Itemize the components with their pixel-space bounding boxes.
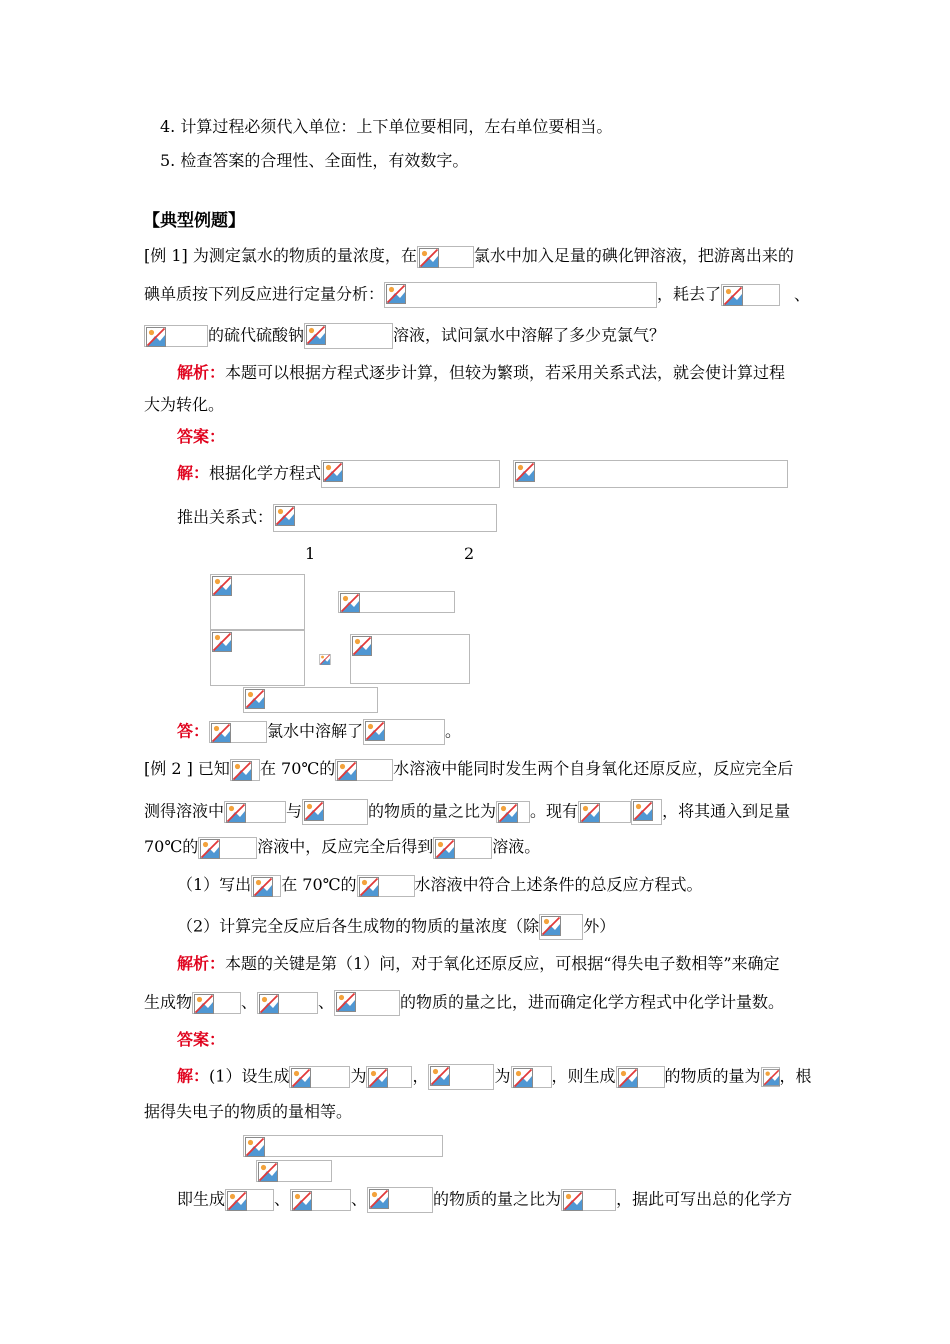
calc-image <box>318 654 334 666</box>
broken-image-icon <box>194 994 214 1014</box>
broken-image-icon <box>212 576 232 596</box>
calc-image <box>243 1135 443 1157</box>
broken-image-icon <box>563 1191 583 1211</box>
broken-image-icon <box>515 462 535 482</box>
broken-image-icon <box>336 992 356 1012</box>
ex2-question-1: （1）写出 在 70℃的 水溶液中符合上述条件的总反应方程式。 <box>177 874 703 897</box>
broken-image-icon <box>211 723 231 743</box>
broken-image-icon <box>368 1068 388 1088</box>
broken-image-icon <box>323 462 343 482</box>
broken-image-icon <box>292 1191 312 1211</box>
broken-image-icon <box>340 593 360 613</box>
formula-image <box>198 837 257 859</box>
ex2-solution-line-2: 据得失电子的物质的量相等。 <box>144 1102 353 1121</box>
formula-image <box>539 914 583 940</box>
ex1-line-3: 的硫代硫酸钠 溶液，试问氯水中溶解了多少克氯气？ <box>144 323 665 349</box>
ex1-solution-line: 解：根据化学方程式 <box>177 460 788 488</box>
relation-image <box>273 504 497 532</box>
broken-image-icon <box>232 761 252 781</box>
formula-image <box>335 759 393 781</box>
formula-image <box>363 719 445 745</box>
broken-image-icon <box>227 1191 247 1211</box>
coefficient-1: 1 <box>305 544 316 563</box>
ex2-line-3: 70℃的 溶液中，反应完全后得到 溶液。 <box>144 836 540 859</box>
ex1-analysis-line-2: 大为转化。 <box>144 395 225 414</box>
broken-image-icon <box>304 801 324 821</box>
formula-image <box>367 1187 433 1213</box>
broken-image-icon <box>291 1068 311 1088</box>
broken-image-icon <box>618 1068 638 1088</box>
formula-image <box>721 284 780 306</box>
broken-image-icon <box>259 994 279 1014</box>
formula-image <box>209 721 267 743</box>
ex2-line-2: 测得溶液中 与 的物质的量之比为 。现有 ，将其通入到足量 <box>144 799 790 825</box>
ex2-analysis-line-1: 解析：本题的关键是第（1）问，对于氧化还原反应，可根据“得失电子数相等”来确定 <box>177 954 780 973</box>
broken-image-icon <box>212 632 232 652</box>
broken-image-icon <box>352 636 372 656</box>
formula-image <box>384 282 657 308</box>
calc-image <box>350 634 470 684</box>
formula-image <box>302 799 368 825</box>
calc-image <box>210 630 305 686</box>
equation-image <box>321 460 500 488</box>
formula-image <box>417 246 474 268</box>
ex2-solution-line-3: 即生成 、 、 的物质的量之比为 ，据此可写出总的化学方 <box>177 1187 792 1213</box>
formula-image <box>578 801 631 823</box>
formula-image <box>761 1067 780 1087</box>
list-item-4: 4. 计算过程必须代入单位：上下单位要相同，左右单位要相当。 <box>160 117 613 136</box>
calc-image <box>243 687 378 713</box>
formula-image <box>334 990 400 1016</box>
broken-image-icon <box>419 248 439 268</box>
formula-image <box>289 1066 350 1088</box>
ex2-answer-label: 答案： <box>177 1030 226 1049</box>
ex2-line-1: [例 2 ] 已知 在 70℃的 水溶液中能同时发生两个自身氧化还原反应，反应完全后 <box>144 758 793 781</box>
broken-image-icon <box>435 839 455 859</box>
broken-image-icon <box>318 654 332 665</box>
broken-image-icon <box>253 877 273 897</box>
broken-image-icon <box>337 761 357 781</box>
formula-image <box>357 875 415 897</box>
formula-image <box>257 992 318 1014</box>
broken-image-icon <box>541 916 561 936</box>
formula-image <box>290 1189 351 1211</box>
ex1-line-2: 碘单质按下列反应进行定量分析： ，耗去了 、 <box>144 282 810 308</box>
formula-image <box>496 801 530 823</box>
section-heading: 【典型例题】 <box>143 211 245 231</box>
broken-image-icon <box>306 325 326 345</box>
broken-image-icon <box>369 1189 389 1209</box>
broken-image-icon <box>365 721 385 741</box>
broken-image-icon <box>146 327 166 347</box>
formula-image <box>631 799 662 825</box>
formula-image <box>224 801 286 823</box>
ex2-question-2: （2）计算完全反应后各生成物的物质的量浓度（除 外） <box>177 914 615 940</box>
broken-image-icon <box>359 877 379 897</box>
broken-image-icon <box>580 803 600 823</box>
calc-image <box>338 591 455 613</box>
broken-image-icon <box>386 284 406 304</box>
formula-image <box>230 759 260 781</box>
broken-image-icon <box>633 801 653 821</box>
ex1-line-1: [例 1] 为测定氯水的物质的量浓度，在 氯水中加入足量的碘化钾溶液，把游离出来的 <box>144 245 794 268</box>
formula-image <box>366 1066 412 1088</box>
broken-image-icon <box>513 1068 533 1088</box>
equation-image <box>513 460 788 488</box>
formula-image <box>225 1189 274 1211</box>
broken-image-icon <box>226 803 246 823</box>
formula-image <box>433 837 492 859</box>
ex2-analysis-line-2: 生成物 、 、 的物质的量之比，进而确定化学方程式中化学计量数。 <box>144 990 784 1016</box>
list-item-5: 5. 检查答案的合理性、全面性，有效数字。 <box>160 151 469 170</box>
calc-image <box>210 574 305 630</box>
ex1-analysis-line-1: 解析：本题可以根据方程式逐步计算，但较为繁琐，若采用关系式法，就会使计算过程 <box>177 363 786 382</box>
formula-image <box>561 1189 616 1211</box>
broken-image-icon <box>258 1162 278 1182</box>
formula-image <box>511 1066 552 1088</box>
coefficient-2: 2 <box>464 544 475 563</box>
broken-image-icon <box>245 689 265 709</box>
formula-image <box>304 323 393 349</box>
ex1-answer-label: 答案： <box>177 427 226 446</box>
broken-image-icon <box>498 803 518 823</box>
ex2-solution-line-1: 解：(1）设生成 为 ， 为 ，则生成 的物质的量为 ，根 <box>177 1064 812 1090</box>
formula-image <box>428 1064 494 1090</box>
broken-image-icon <box>200 839 220 859</box>
broken-image-icon <box>430 1066 450 1086</box>
ex1-derive-line: 推出关系式： <box>177 504 497 532</box>
broken-image-icon <box>763 1069 780 1086</box>
formula-image <box>192 992 241 1014</box>
broken-image-icon <box>245 1137 265 1157</box>
formula-image <box>616 1066 665 1088</box>
formula-image <box>251 875 281 897</box>
broken-image-icon <box>723 286 743 306</box>
formula-image <box>144 325 208 347</box>
calc-image <box>256 1160 332 1182</box>
ex1-final-answer: 答： 氯水中溶解了 。 <box>177 719 461 745</box>
broken-image-icon <box>275 506 295 526</box>
